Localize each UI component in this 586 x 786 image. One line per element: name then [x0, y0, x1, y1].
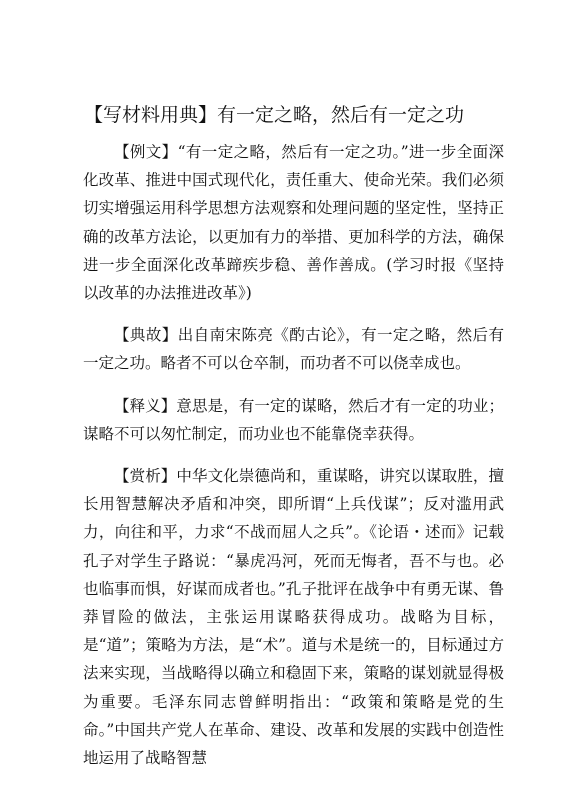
paragraph-appreciation: 【赏析】中华文化崇德尚和，重谋略，讲究以谋取胜，擅长用智慧解决矛盾和冲突，即所谓“上兵伐谋”；反对滥用武力，向往和平，力求“不战而屈人之兵”。《论语・述而》记载孔子对学生子路说：“暴虎冯河，死而无悔者，吾不与也。必也临事而惧，好谋而成者也。”孔子批评在战争中有勇无谋、鲁莽冒险的做法，主张运用谋略获得成功。战略为目标，是“道”；策略为方法，是“术”。道与术是统一的，目标通过方法来实现，当战略得以确立和稳固下来，策略的谋划就显得极为重要。毛泽东同志曾鲜明指出：“政策和策略是党的生命。”中国共产党人在革命、建设、改革和发展的实践中创造性地运用了战略智慧: [83, 467, 504, 768]
paragraph-meaning: 【释义】意思是，有一定的谋略，然后才有一定的功业；谋略不可以匆忙制定，而功业也不能靠侥幸获得。: [83, 396, 504, 443]
paragraph-example: 【例文】“有一定之略，然后有一定之功。”进一步全面深化改革、推进中国式现代化，责任重大、使命光荣。我们必须切实增强运用科学思想方法观察和处理问题的坚定性，坚持正确的改革方法论，以更加有力的举措、更加科学的方法，确保进一步全面深化改革蹄疾步稳、善作善成。(学习时报《坚持以改革的办法推进改革》): [83, 143, 504, 303]
document-body: [83, 138, 504, 786]
paragraph-source: 【典故】出自南宋陈亮《酌古论》，有一定之略，然后有一定之功。略者不可以仓卒制，而功者不可以侥幸成也。: [83, 326, 504, 373]
document-title: 【写材料用典】有一定之略，然后有一定之功: [84, 104, 465, 126]
